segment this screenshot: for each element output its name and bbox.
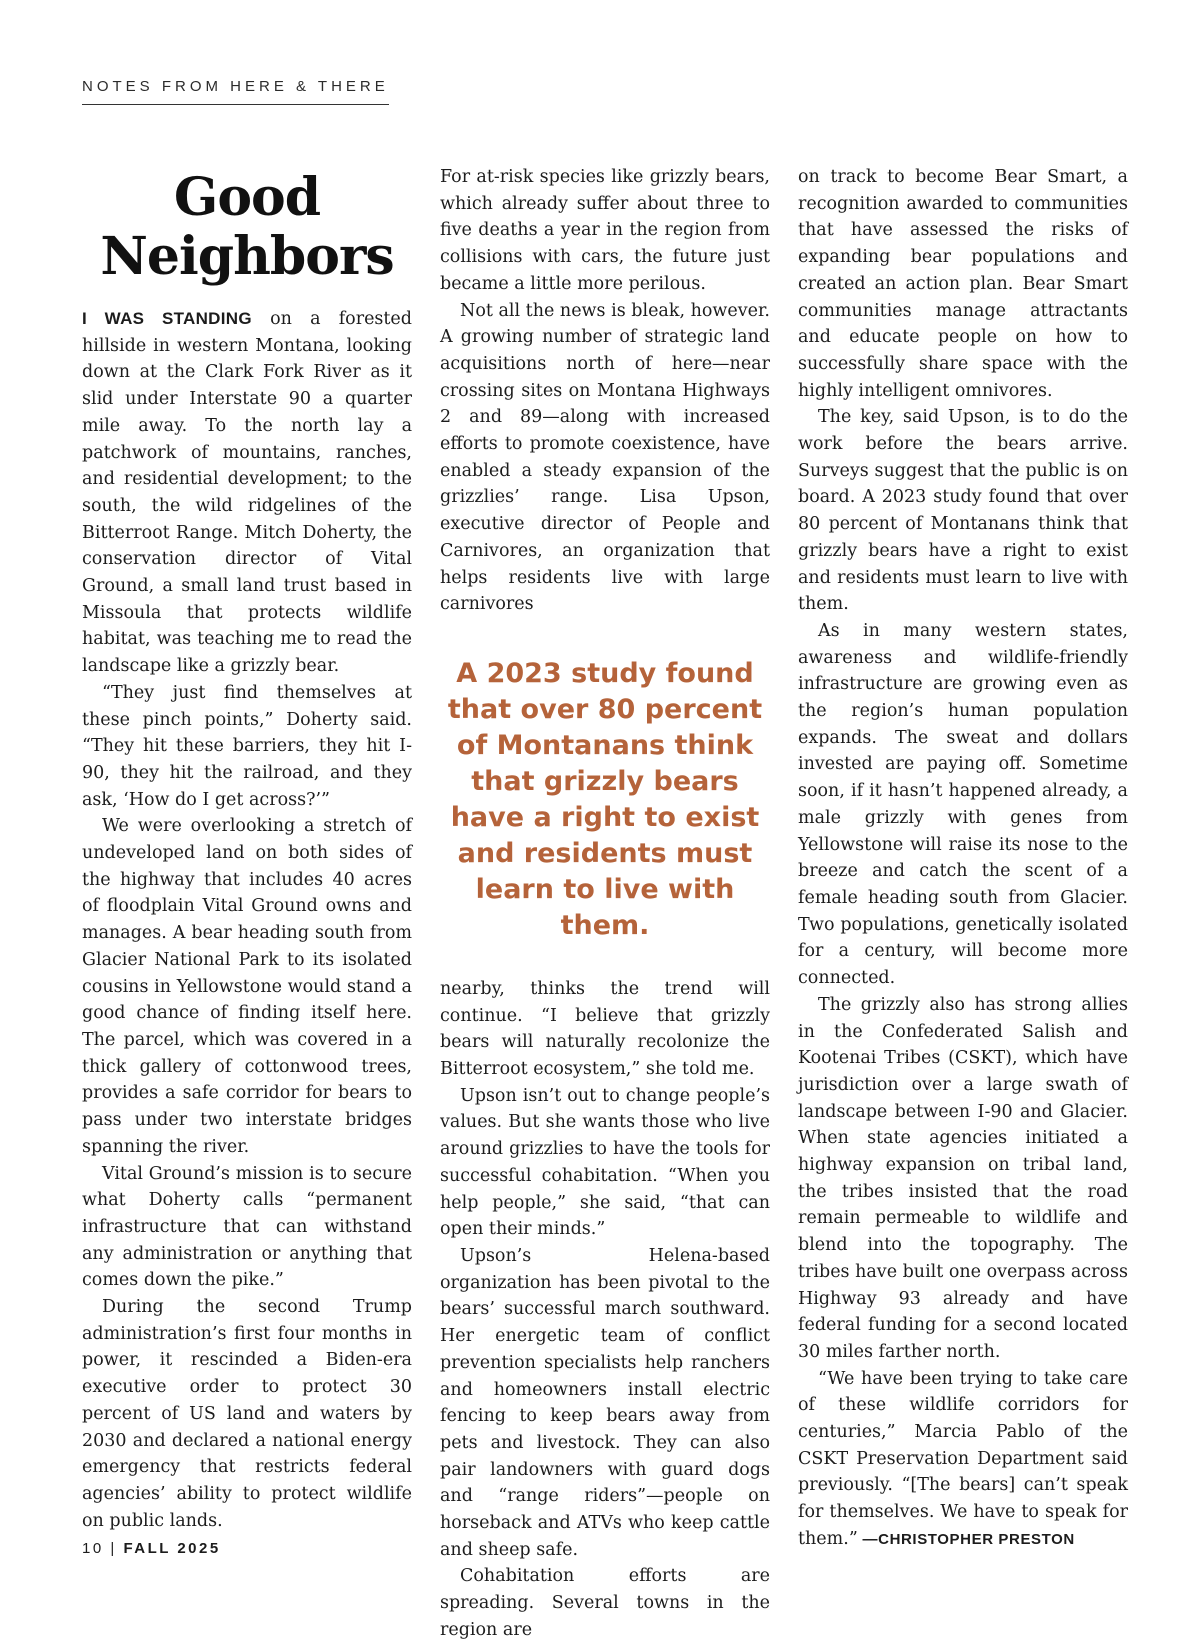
issue-label: FALL 2025 — [123, 1540, 221, 1557]
paragraph-13 — [798, 1366, 1128, 1554]
article-title — [82, 168, 412, 286]
paragraph-10: The key, said Upson, is to do the work before the bears arrive. Surveys suggest that the public is on board. A 2023 study found that over 80 percent of Montanans think that grizzly bears have a right to exist and residents must learn to live with them. — [798, 407, 1128, 615]
footer-separator: | — [110, 1540, 117, 1557]
paragraph-7: Upson isn’t out to change people’s values. But she wants those who live around grizzlies to have the tools for successful cohabitation. “When you help people,” she said, “that can open their minds.” — [440, 1085, 770, 1240]
column-2 — [440, 164, 770, 1644]
paragraph-1-text: on a forested hillside in western Montana, looking down at the Clark Fork River as it slid under Interstate 90 a quarter mile away. To the north lay a patchwork of mountains, ranches, and residential development; to the south, the wild ridgelines of the Bitterroot Range. Mitch Doherty, the conservation director of Vital Ground, a small land trust based in Missoula that protects wildlife habitat, was teaching me to read the landscape like a grizzly bear. — [82, 309, 412, 677]
paragraph-6-continued: nearby, thinks the trend will continue. “I believe that grizzly bears will naturally recolonize the Bitterroot ecosystem,” she told me. — [440, 978, 770, 1080]
section-label: NOTES FROM HERE & THERE — [82, 78, 389, 105]
column-3 — [798, 164, 1128, 1554]
lede: I WAS STANDING — [82, 309, 252, 328]
paragraph-5-continued: For at-risk species like grizzly bears, which already suffer about three to five deaths a year in the region from collisions with cars, the future just became a little more perilous. — [440, 167, 770, 294]
paragraph-3: We were overlooking a stretch of undeveloped land on both sides of the highway that includes 40 acres of floodplain Vital Ground owns and manages. A bear heading south from Glacier National Park to its isolated cousins in Yellowstone would stand a good chance of finding itself here. The parcel, which was covered in a thick gallery of cottonwood trees, provides a safe corridor for bears to pass under two interstate bridges spanning the river. — [82, 816, 412, 1157]
paragraph-11: As in many western states, awareness and wildlife-friendly infrastructure are growing even as the region’s human population expands. The sweat and dollars invested are paying off. Sometime soon, if it hasn’t happened already, a male grizzly with genes from Yellowstone will raise its nose to the breeze and catch the scent of a female heading south from Glacier. Two populations, genetically isolated for a century, will become more connected. — [798, 620, 1128, 989]
paragraph-6: Not all the news is bleak, however. A growing number of strategic land acquisitions north of here—near crossing sites on Montana Highways 2 and 89—along with increased efforts to promote coexistence, have enabled a steady expansion of the grizzlies’ range. Lisa Upson, executive director of People and Carnivores, an organization that helps residents live with large carnivores — [440, 300, 770, 615]
title-line-2: Neighbors — [100, 226, 394, 287]
paragraph-1 — [82, 306, 412, 680]
paragraph-2: “They just find themselves at these pinch points,” Doherty said. “They hit these barriers, they hit I-90, they hit the railroad, and they ask, ‘How do I get across?’” — [82, 682, 412, 810]
page-number: 10 — [82, 1540, 104, 1557]
paragraph-9-continued: on track to become Bear Smart, a recognition awarded to communities that have assessed the risks of expanding bear populations and created an action plan. Bear Smart communities manage attractants and educate people on how to successfully share space with the highly intelligent omnivores. — [798, 167, 1128, 401]
paragraph-5: During the second Trump administration’s first four months in power, it rescinded a Biden-era executive order to protect 30 percent of US land and waters by 2030 and declared a national energy emergency that restricts federal agencies’ ability to protect wildlife on public lands. — [82, 1297, 412, 1531]
byline: —CHRISTOPHER PRESTON — [857, 1530, 1075, 1548]
pull-quote: A 2023 study found that over 80 percent of Montanans think that grizzly bears have a right to exist and residents must learn to live with them. — [447, 657, 763, 941]
paragraph-9: Cohabitation efforts are spreading. Several towns in the region are — [440, 1566, 770, 1640]
column-1 — [82, 168, 412, 1534]
paragraph-4: Vital Ground’s mission is to secure what Doherty calls “permanent infrastructure that can withstand any administration or anything that comes down the pike.” — [82, 1163, 412, 1291]
paragraph-12: The grizzly also has strong allies in the Confederated Salish and Kootenai Tribes (CSKT), which have jurisdiction over a large swath of landscape between I-90 and Glacier. When state agencies initiated a highway expansion on tribal land, the tribes insisted that the road remain permeable to wildlife and blend into the topography. The tribes have built one overpass across Highway 93 already and have federal funding for a second located 30 miles farther north. — [798, 994, 1128, 1362]
title-line-1: Good — [173, 167, 321, 228]
page-footer — [82, 1540, 221, 1557]
paragraph-8: Upson’s Helena-based organization has been pivotal to the bears’ successful march southward. Her energetic team of conflict prevention specialists help ranchers and homeowners install electric fencing to keep bears away from pets and livestock. They can also pair landowners with guard dogs and “range riders”—people on horseback and ATVs who keep cattle and sheep safe. — [440, 1245, 770, 1560]
paragraph-13-text: “We have been trying to take care of these wildlife corridors for centuries,” Marcia Pablo of the CSKT Preservation Department said previously. “[The bears] can’t speak for themselves. We have to speak for them.” — [798, 1368, 1128, 1549]
